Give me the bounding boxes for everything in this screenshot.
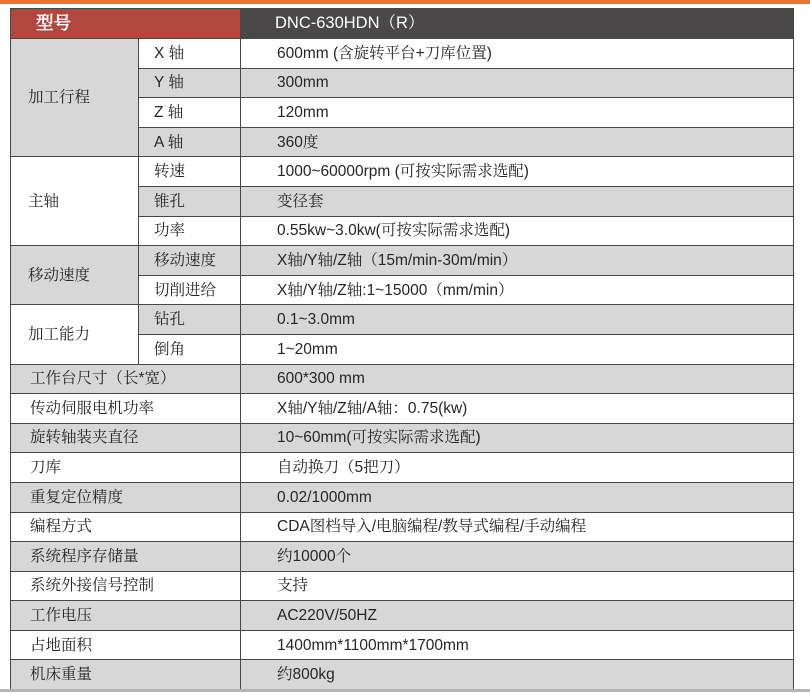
table-row (11, 453, 794, 483)
spec-row-label: 机床重量 (11, 660, 241, 690)
table-row (11, 660, 794, 690)
spec-value: X轴/Y轴/Z轴:1~15000（mm/min） (241, 275, 794, 305)
table-row (11, 157, 794, 187)
spec-sub-label: 倒角 (139, 334, 241, 364)
table-row (11, 630, 794, 660)
spec-sub-label: Z 轴 (139, 98, 241, 128)
spec-value: 0.1~3.0mm (241, 305, 794, 335)
model-label: 型号 (11, 9, 241, 39)
spec-value: X轴/Y轴/Z轴（15m/min-30m/min） (241, 246, 794, 276)
spec-value: 自动换刀（5把刀） (241, 453, 794, 483)
spec-value: 360度 (241, 127, 794, 157)
table-row (11, 512, 794, 542)
spec-sub-label: 移动速度 (139, 246, 241, 276)
table-row (11, 482, 794, 512)
table-row (11, 305, 794, 335)
spec-value: 600*300 mm (241, 364, 794, 394)
spec-group-label: 主轴 (11, 157, 139, 246)
spec-table (10, 8, 794, 690)
spec-row-label: 占地面积 (11, 630, 241, 660)
spec-group-label: 加工能力 (11, 305, 139, 364)
spec-sub-label: 锥孔 (139, 186, 241, 216)
spec-value: 约800kg (241, 660, 794, 690)
table-row (11, 364, 794, 394)
spec-row-label: 传动伺服电机功率 (11, 394, 241, 424)
table-row (11, 246, 794, 276)
spec-value: X轴/Y轴/Z轴/A轴：0.75(kw) (241, 394, 794, 424)
spec-value: AC220V/50HZ (241, 601, 794, 631)
spec-sub-label: A 轴 (139, 127, 241, 157)
spec-row-label: 重复定位精度 (11, 482, 241, 512)
spec-value: 120mm (241, 98, 794, 128)
spec-row-label: 旋转轴装夹直径 (11, 423, 241, 453)
spec-value: 0.02/1000mm (241, 482, 794, 512)
spec-row-label: 系统外接信号控制 (11, 571, 241, 601)
spec-value: 1~20mm (241, 334, 794, 364)
spec-value: 支持 (241, 571, 794, 601)
table-row (11, 39, 794, 69)
table-row (11, 542, 794, 572)
bottom-frame-line (0, 689, 810, 692)
spec-group-label: 移动速度 (11, 246, 139, 305)
spec-value: 10~60mm(可按实际需求选配) (241, 423, 794, 453)
spec-sub-label: 功率 (139, 216, 241, 246)
spec-value: 变径套 (241, 186, 794, 216)
spec-value: 1000~60000rpm (可按实际需求选配) (241, 157, 794, 187)
spec-value: 0.55kw~3.0kw(可按实际需求选配) (241, 216, 794, 246)
spec-value: 约10000个 (241, 542, 794, 572)
table-row (11, 394, 794, 424)
spec-row-label: 工作台尺寸（长*宽） (11, 364, 241, 394)
spec-sub-label: Y 轴 (139, 68, 241, 98)
spec-row-label: 系统程序存储量 (11, 542, 241, 572)
table-header-row (11, 9, 794, 39)
spec-value: CDA图档导入/电脑编程/教导式编程/手动编程 (241, 512, 794, 542)
top-accent-strip (0, 0, 810, 4)
spec-sub-label: 切削进给 (139, 275, 241, 305)
spec-value: 300mm (241, 68, 794, 98)
spec-sub-label: X 轴 (139, 39, 241, 69)
model-value: DNC-630HDN（R） (241, 9, 794, 39)
spec-sub-label: 转速 (139, 157, 241, 187)
spec-sub-label: 钻孔 (139, 305, 241, 335)
spec-row-label: 工作电压 (11, 601, 241, 631)
spec-value: 1400mm*1100mm*1700mm (241, 630, 794, 660)
table-row (11, 571, 794, 601)
table-row (11, 601, 794, 631)
spec-row-label: 刀库 (11, 453, 241, 483)
spec-value: 600mm (含旋转平台+刀库位置) (241, 39, 794, 69)
table-row (11, 423, 794, 453)
spec-row-label: 编程方式 (11, 512, 241, 542)
spec-group-label: 加工行程 (11, 39, 139, 157)
